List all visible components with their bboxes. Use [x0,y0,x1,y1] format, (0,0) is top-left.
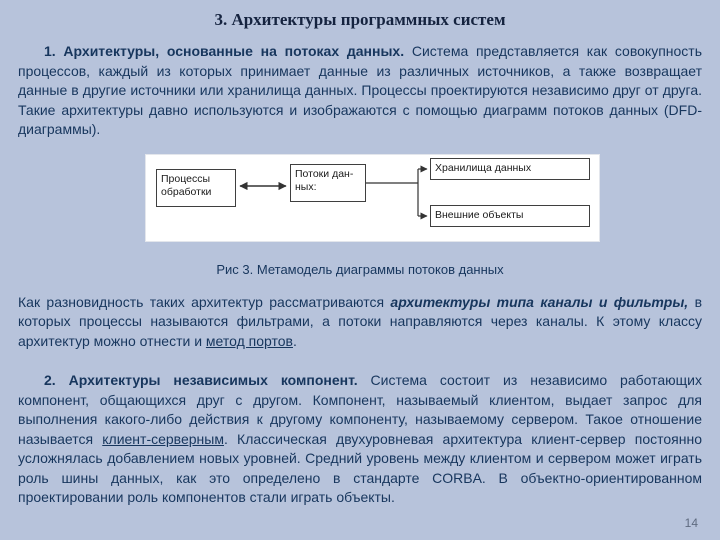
diagram-box-processes: Процессы обработки [156,169,236,207]
figure-caption: Рис 3. Метамодель диаграммы потоков данных [216,261,504,277]
paragraph-components-text-1: Система состоит из независимо работающих компонент, общающихся друг с другом. Компонент, называемый клиентом, выдает запрос для выполнения какого-либо действия к другому компоненту, называемому сервером. Такое отношение называется [18,372,703,447]
page-title: 3. Архитектуры программных систем [214,10,506,29]
diagram-box-external-objects: Внешние объекты [430,205,590,227]
paragraph-pipes-text-3: . [292,332,297,349]
dfd-metamodel-diagram [145,154,600,242]
paragraph-pipes-underlined-term: метод портов [205,332,293,349]
paragraph-dataflow-body: Система представляется как совокупность процессов, каждый из которых принимает данные из различных источников, а также возвращает данные в другие источники или хранилища данных. Процессы проектируются независимо друг от друга. Такие архитектуры давно используются и изображаются с помощью диаграмм потоков данных (DFD-диаграммы). [18,43,702,137]
paragraph-pipes-and-filters [18,293,702,352]
paragraph-components-underlined-term: клиент-серверным [102,430,224,447]
paragraph-pipes-emphasis: архитектуры типа каналы и фильтры, [390,293,689,310]
paragraph-pipes-text-1: Как разновидность таких архитектур рассматриваются [18,293,391,310]
diagram-box-storages: Хранилища данных [430,158,590,180]
paragraph-dataflow-architectures [18,42,702,140]
paragraph-components-text-2: . Классическая двухуровневая архитектура клиент-сервер постоянно усложнялась добавлением новых уровней. Средний уровень между клиентом и сервером может играть роль шины данных, как это определено в стандарте CORBA. В объектно-ориентированном проектировании роль компонентов стали играть объекты. [18,430,702,505]
paragraph-independent-components [18,371,702,508]
paragraph-pipes-text-2: в которых процессы называются фильтрами, а потоки направляются через каналы. К этому классу архитектур можно отнести и [18,293,703,349]
diagram-box-dataflows: Потоки дан-ных: [290,164,366,202]
paragraph-dataflow-lead: 1. Архитектуры, основанные на потоках данных. [44,43,405,59]
paragraph-components-lead: 2. Архитектуры независимых компонент. [44,372,358,388]
page-number: 14 [684,516,698,530]
